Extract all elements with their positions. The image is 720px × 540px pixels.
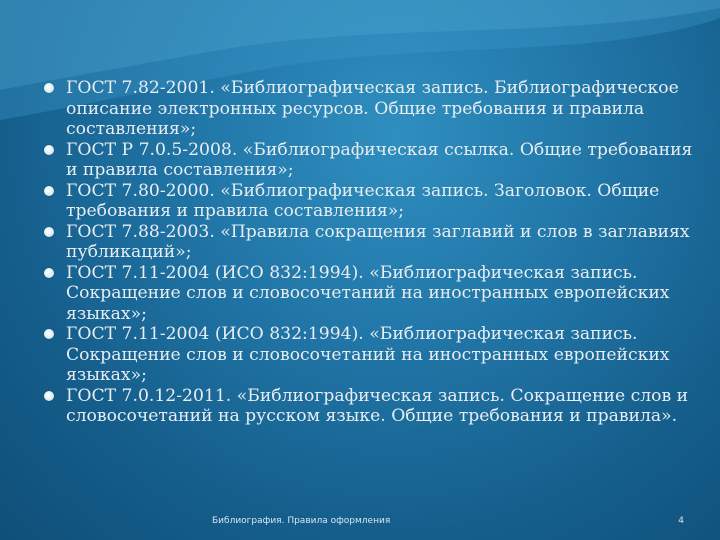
- bullet-item: [44, 324, 694, 386]
- bullet-icon: [44, 145, 54, 155]
- bullet-item: [44, 78, 694, 140]
- slide-number: 4: [678, 516, 684, 526]
- bullet-item: [44, 140, 694, 181]
- bullet-icon: [44, 268, 54, 278]
- bullet-item: [44, 263, 694, 325]
- bullet-text: ГОСТ 7.88-2003. «Правила сокращения заглавий и слов в заглавиях публикаций»;: [66, 221, 690, 262]
- bullet-icon: [44, 227, 54, 237]
- footer: [0, 516, 720, 532]
- bullet-text: ГОСТ 7.82-2001. «Библиографическая запись. Библиографическое описание электронных ресурсов. Общие требования и правила составления»;: [66, 78, 679, 139]
- bullet-text: ГОСТ Р 7.0.5-2008. «Библиографическая ссылка. Общие требования и правила составления»;: [66, 139, 693, 180]
- bullet-icon: [44, 186, 54, 196]
- bullet-item: [44, 386, 694, 427]
- bullet-icon: [44, 83, 54, 93]
- bullet-item: [44, 181, 694, 222]
- bullet-icon: [44, 391, 54, 401]
- bullet-text: ГОСТ 7.0.12-2011. «Библиографическая запись. Сокращение слов и словосочетаний на русском языке. Общие требования и правила».: [66, 385, 689, 426]
- bullet-item: [44, 222, 694, 263]
- bullet-icon: [44, 329, 54, 339]
- footer-text: Библиография. Правила оформления: [212, 516, 391, 526]
- bullet-text: ГОСТ 7.80-2000. «Библиографическая запись. Заголовок. Общие требования и правила составления»;: [66, 180, 660, 221]
- bullet-text: ГОСТ 7.11-2004 (ИСО 832:1994). «Библиографическая запись. Сокращение слов и словосочетаний на иностранных европейских языках»;: [66, 262, 670, 324]
- bullet-text: ГОСТ 7.11-2004 (ИСО 832:1994). «Библиографическая запись. Сокращение слов и словосочетаний на иностранных европейских языках»;: [66, 324, 670, 385]
- bullet-list: [44, 78, 694, 427]
